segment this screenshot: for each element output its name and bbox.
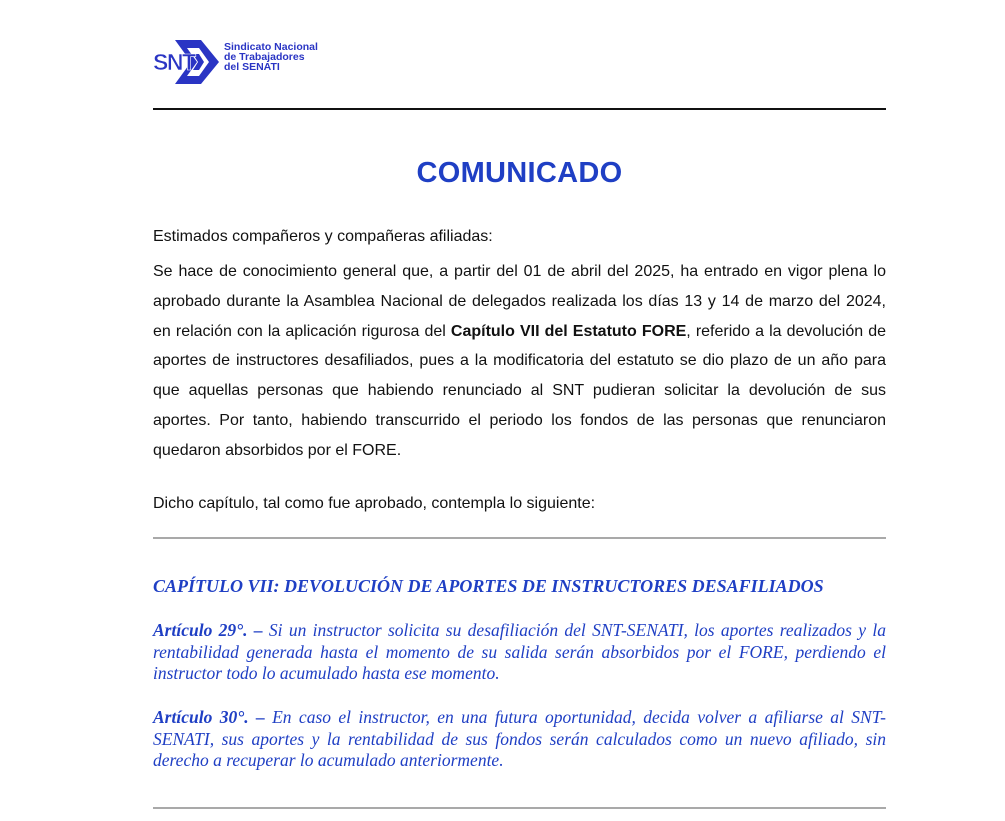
article-29 bbox=[153, 620, 886, 685]
greeting: Estimados compañeros y compañeras afiliadas: bbox=[153, 228, 493, 245]
article-label: Artículo 29°. – bbox=[153, 620, 263, 640]
logo-name-line-2: de Trabajadores bbox=[224, 51, 305, 63]
chapter-bottom-divider bbox=[153, 807, 886, 809]
chapter-intro: Dicho capítulo, tal como fue aprobado, contempla lo siguiente: bbox=[153, 495, 596, 512]
article-text: Si un instructor solicita su desafiliación del SNT-SENATI, los aportes realizados y la rentabilidad generada hasta el momento de su salida serán absorbidos por el FORE, perdiendo el instructor todo lo acumulado hasta ese momento. bbox=[153, 620, 886, 683]
snt-logo-icon bbox=[153, 38, 221, 86]
union-logo bbox=[153, 38, 333, 86]
article-30 bbox=[153, 707, 886, 772]
chapter-heading: CAPÍTULO VII: DEVOLUCIÓN DE APORTES DE INSTRUCTORES DESAFILIADOS bbox=[153, 576, 824, 596]
article-label: Artículo 30°. – bbox=[153, 707, 265, 727]
header-divider bbox=[153, 108, 886, 110]
logo-mark-text: SNT bbox=[153, 49, 195, 75]
body-text-bold: Capítulo VII del Estatuto FORE bbox=[450, 322, 687, 340]
logo-name-line-3: del SENATI bbox=[224, 61, 280, 73]
document-title: COMUNICADO bbox=[416, 157, 623, 189]
body-text-part-1: Se hace de conocimiento general que, a partir del 01 de abril del 2025, ha entrado en vigor plena lo aprobado durante la Asamblea Nacional de delegados realizada los días 13 y 14 de marzo del 2024, en relación con la aplicación rigurosa del bbox=[153, 263, 886, 340]
body-paragraph bbox=[153, 257, 886, 466]
chapter-top-divider bbox=[153, 537, 886, 539]
logo-wordmark bbox=[224, 42, 318, 72]
article-text: En caso el instructor, en una futura oportunidad, decida volver a afiliarse al SNT-SENATI, sus aportes y la rentabilidad de sus fondos serán calculados como un nuevo afiliado, sin derecho a recuperar lo acumulado anteriormente. bbox=[153, 707, 886, 770]
body-text-part-2: , referido a la devolución de aportes de instructores desafiliados, pues a la modificatoria del estatuto se dio plazo de un año para que aquellas personas que habiendo renunciado al SNT pudieran solicitar la devolución de sus aportes. Por tanto, habiendo transcurrido el periodo los fondos de las personas que renunciaron quedaron absorbidos por el FORE. bbox=[153, 322, 886, 459]
logo-name-line-1: Sindicato Nacional bbox=[224, 41, 318, 53]
